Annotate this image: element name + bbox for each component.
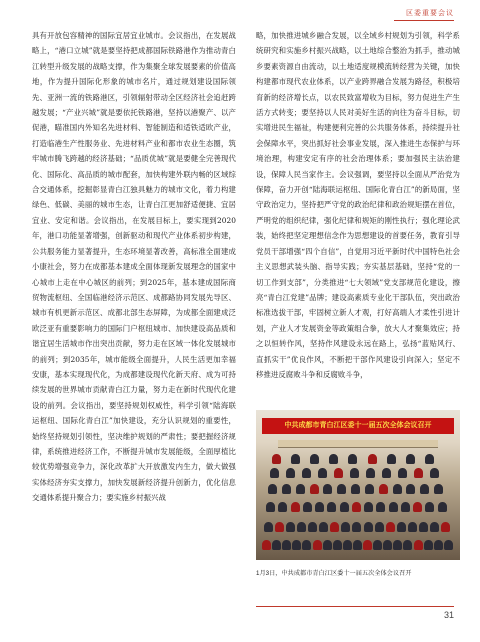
audience-member — [413, 502, 422, 512]
audience-member — [364, 522, 373, 532]
audience-member — [397, 522, 406, 532]
audience-member — [291, 502, 300, 512]
audience-member — [430, 522, 439, 532]
audience-member — [329, 454, 338, 464]
audience-member — [382, 468, 391, 478]
right-column — [256, 28, 460, 406]
audience-member — [323, 540, 332, 550]
audience-member — [419, 522, 428, 532]
audience-member — [425, 454, 434, 464]
audience-member — [313, 540, 322, 550]
audience-member — [272, 454, 281, 464]
audience-member — [441, 522, 450, 532]
audience-member — [373, 540, 382, 550]
audience-member — [282, 484, 291, 494]
audience-member — [444, 540, 453, 550]
audience-member — [292, 540, 301, 550]
audience-member — [327, 502, 336, 512]
header-rule — [394, 20, 454, 21]
audience-member — [387, 454, 396, 464]
audience-member — [278, 502, 287, 512]
audience-member — [310, 454, 319, 464]
audience-member — [375, 522, 384, 532]
left-column — [32, 28, 236, 608]
audience-member — [286, 522, 295, 532]
audience-member — [350, 468, 359, 478]
audience-member — [272, 540, 281, 550]
audience-member — [302, 540, 311, 550]
audience-member — [408, 522, 417, 532]
audience-member — [318, 468, 327, 478]
audience-member — [434, 484, 443, 494]
audience-member — [308, 522, 317, 532]
audience-member — [310, 484, 319, 494]
audience-member — [401, 502, 410, 512]
audience-member — [302, 468, 311, 478]
audience-member — [368, 454, 377, 464]
audience-member — [286, 468, 295, 478]
audience-member — [352, 522, 361, 532]
audience-member — [343, 540, 352, 550]
audience-member — [351, 484, 360, 494]
audience-member — [414, 468, 423, 478]
audience-member — [406, 484, 415, 494]
audience-member — [430, 468, 439, 478]
audience-member — [319, 522, 328, 532]
audience-member — [352, 502, 361, 512]
audience-member — [337, 484, 346, 494]
audience-member — [264, 522, 273, 532]
audience-member — [398, 468, 407, 478]
audience-member — [268, 484, 277, 494]
audience-member — [282, 540, 291, 550]
audience-member — [414, 540, 423, 550]
audience-member — [434, 540, 443, 550]
audience-member — [303, 502, 312, 512]
audience-member — [341, 522, 350, 532]
audience-member — [383, 540, 392, 550]
audience-member — [420, 484, 429, 494]
left-column-text: 具有开放包容精神的国际宜居宜业城市。会议指出，在发展战略上，“港口立城”就是要坚持把成都国际铁路港作为推动青白江转型升级发展的战略支撑，作为集聚全球发展要素的价值高地，作为提升国际化形象的城市名片，通过规划建设国际领先、亚洲一流的铁路港区，引领辐射带动全区经济社会追赶跨越发展；“产业兴城”就是要依托铁路港，坚持以港聚产、以产促港，瞄准国内外知名先进材料、智能制造和适铁适欧产业，打造临港生产性服务业、先进材料产业和都市农业生态圈，筑牢城市腾飞跨越的经济基础；“品质优城”就是要健全完善现代化、国际化、高品质的城市配套，加快构建外联内畅的区域综合交通体系，挖掘彰显青白江独具魅力的城市文化，着力构建绿色、低碳、美丽的城市生态，让青白江更加舒适便捷、宜居宜业、安定和谐。会议指出，在发展目标上，要实现到2020年，港口功能显著增强，创新驱动和现代产业体系初步构建，公共服务能力显著提升，生态环境显著改善，高标准全面建成小康社会，努力在成都基本建成全面体现新发展理念的国家中心城市上走在中心城区的前列；到2025年，基本建成国际商贸物流枢纽、全国临港经济示范区、成都路协同发展先导区、城市有机更新示范区、成都北部生态屏障，为成都全面建成泛欧泛亚有重要影响力的国际门户枢纽城市、加快建设高品质和谐宜居生活城市作出突出贡献，努力走在区域一体化发展城市的前列；到2035年，城市能级全面提升，人民生活更加幸福安康，基本实现现代化，为成都建设现代化新天府、成为可持续发展的世界城市贡献青白江力量，努力走在新时代现代化建设的前列。会议指出，要坚持规划权威性，科学引领“陆海联运枢纽、国际化青白江”加快建设，充分认识规划的重要性，始终坚持规划引领性，坚决维护规划的严肃性；要把握经济规律，系统推进经济工作，不断提升城市发展能级，全面厚植比较优势增强竞争力，深化改革扩大开放激发内生力，做大做强实体经济夯实支撑力，加快发展新经济提升创新力，优化信息交通体系提升聚合力；要实施乡村振兴战 — [32, 31, 236, 503]
audience-member — [333, 540, 342, 550]
audience-member — [353, 540, 362, 550]
audience-member — [424, 540, 433, 550]
footer-rule — [256, 606, 454, 607]
audience-member — [389, 502, 398, 512]
audience-member — [296, 484, 305, 494]
audience-member — [323, 484, 332, 494]
audience-member — [262, 540, 271, 550]
photo-banner: 中共成都市青白江区委十一届五次全体会议召开 — [262, 418, 454, 434]
audience-member — [366, 468, 375, 478]
page-number: 31 — [443, 610, 454, 620]
audience-member — [365, 484, 374, 494]
audience-member — [393, 540, 402, 550]
audience-member — [406, 454, 415, 464]
rostrum-table — [278, 440, 438, 448]
audience-member — [340, 502, 349, 512]
audience-member — [270, 468, 279, 478]
audience-member — [348, 454, 357, 464]
audience-member — [403, 540, 412, 550]
audience-member — [334, 468, 343, 478]
section-tag: 区委重要会议 — [406, 10, 454, 17]
audience-member — [364, 502, 373, 512]
audience-member — [315, 502, 324, 512]
audience-member — [386, 522, 395, 532]
audience-member — [425, 502, 434, 512]
audience-member — [297, 522, 306, 532]
meeting-photo — [256, 410, 460, 560]
audience-member — [376, 502, 385, 512]
audience-member — [438, 502, 447, 512]
right-column-text: 略，加快推进城乡融合发展，以全域乡村规划为引领，科学系统研究和实施乡村振兴战略，以土地综合整治为抓手，推动城乡要素资源自由流动，以土地适度规模流转经营为关键，加快构建都市现代农业体系，以产业跨界融合发展为路径，积极培育新的经济增长点，以农民致富增收为目标，努力促进生产生活方式转变；要坚持以人民对美好生活的向往为奋斗目标，切实增进民生福祉，构建便利完善的公共服务体系，持续提升社会保障水平，突出抓好社会事业发展，深入推进生态保护与环境治理，构建安定有序的社会治理体系；要加强民主法治建设，保障人民当家作主。会议强调，要坚持以全面从严治党为保障，奋力开创“陆海联运枢纽、国际化青白江”的新局面，坚守政治定力，坚持把严守党的政治纪律和政治规矩摆在首位，严明党的组织纪律，强化纪律和规矩的刚性执行；强化理论武装，始终把坚定理想信念作为思想建设的首要任务，教育引导党员干部增强“四个自信”，自觉用习近平新时代中国特色社会主义思想武装头脑、指导实践；夯实基层基础，坚持“党的一切工作到支部”，分类推进“七大领域”党支部规范化建设，擦亮“青白江党建”品牌；建设高素质专业化干部队伍，突出政治标准选拔干部，牢固树立新人才观，打好高端人才柔性引进计划，产业人才发展资金等政策组合拳，放大人才聚集效应；持之以恒转作风，坚持作风建设永远在路上，弘扬“蓝贴风行、直抓实干”优良作风，不断把干部作风建设引向深入；坚定不移推进反腐败斗争和反腐败斗争， — [256, 31, 460, 379]
audience-member — [266, 502, 275, 512]
audience-member — [291, 454, 300, 464]
audience-member — [330, 522, 339, 532]
audience-member — [393, 484, 402, 494]
photo-caption: 1月3日，中共成都市青白江区委十一届五次全体会议召开 — [256, 570, 412, 577]
audience-member — [379, 484, 388, 494]
audience-member — [275, 522, 284, 532]
audience-member — [363, 540, 372, 550]
